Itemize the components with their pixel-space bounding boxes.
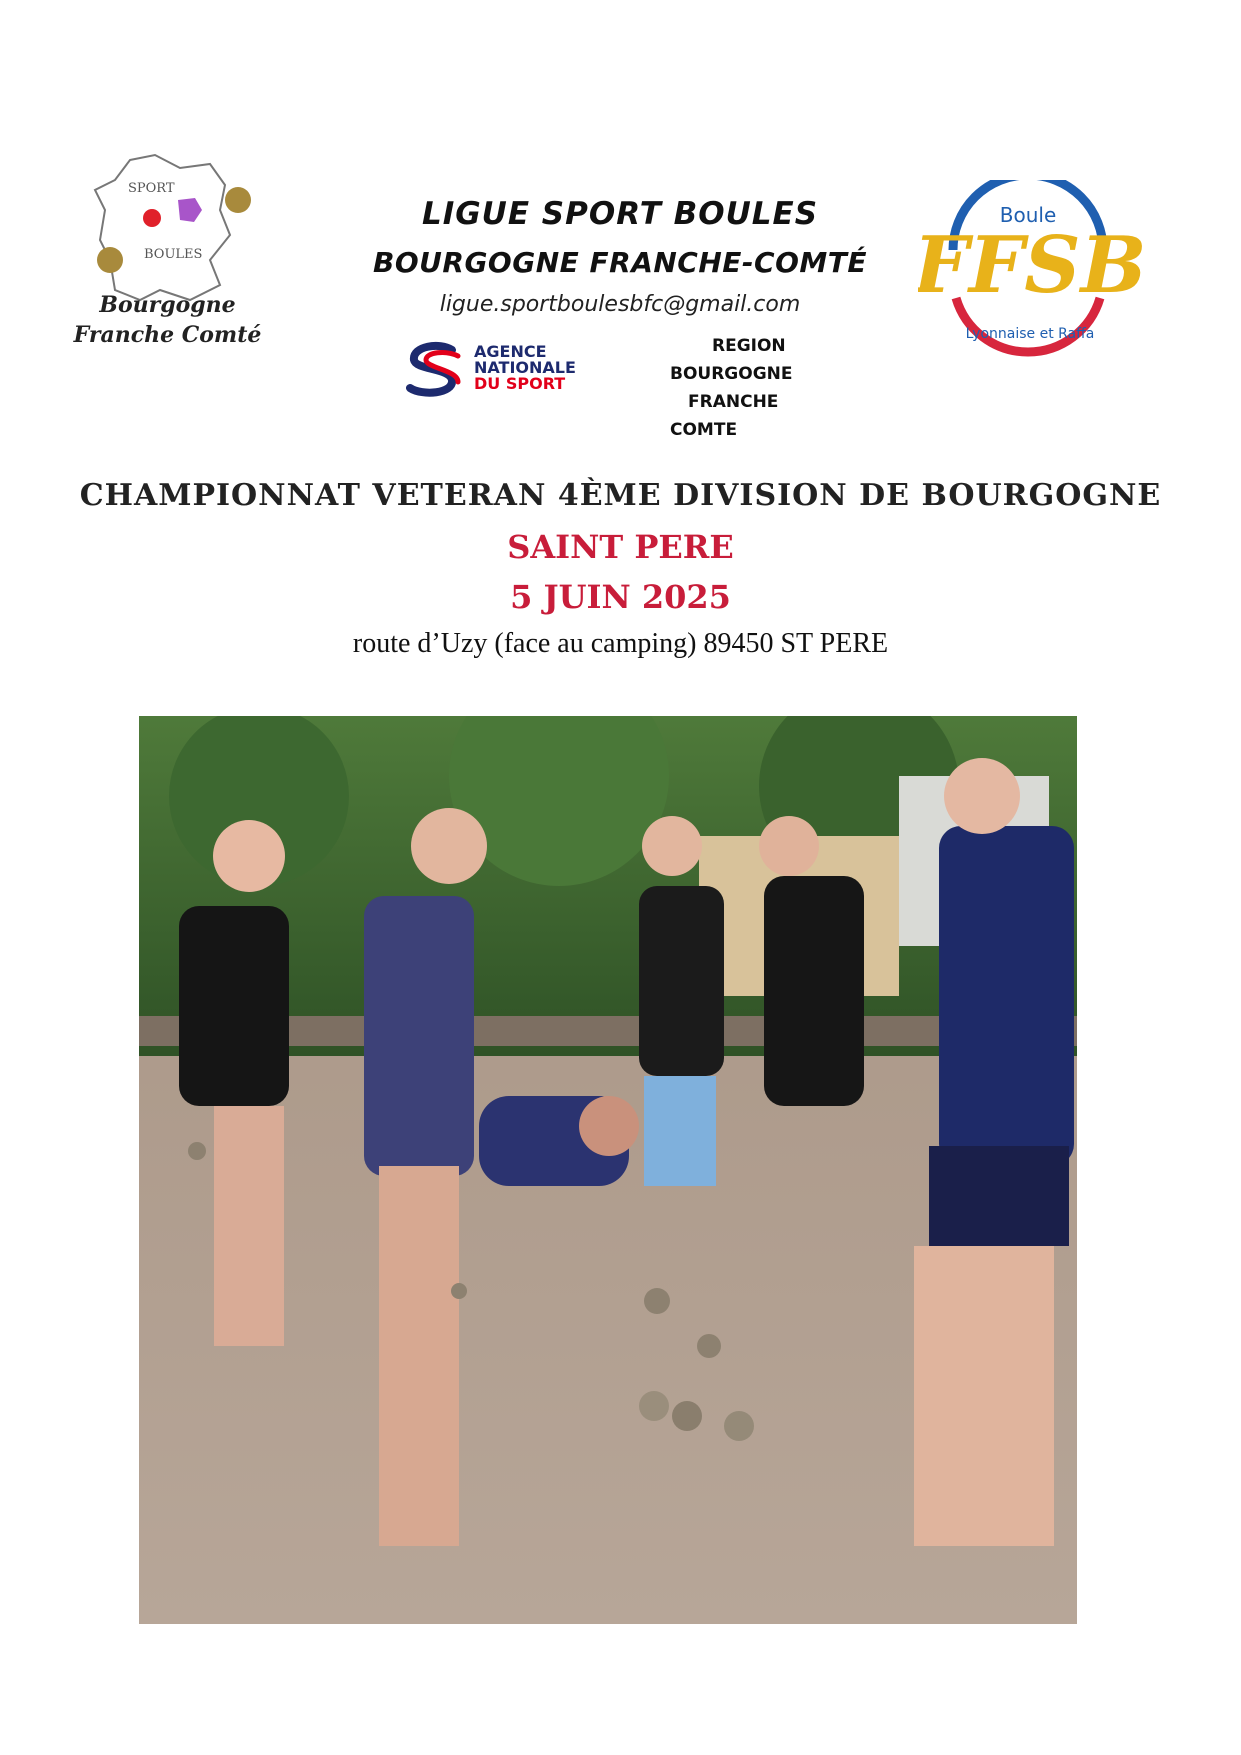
region-line1: REGION: [712, 336, 786, 356]
region-bfc-logo: [664, 336, 824, 446]
ans-line2: NATIONALE: [474, 358, 576, 377]
ffsb-logo: [918, 180, 1148, 370]
ligue-bfc-logo: [60, 150, 275, 365]
ffsb-letters: FFSB: [918, 220, 1147, 311]
region-line4: COMTE: [670, 420, 738, 440]
region-line3: FRANCHE: [688, 392, 779, 412]
ans-line1: AGENCE: [474, 342, 547, 361]
ffsb-top-word: Boule: [999, 203, 1057, 227]
event-photo: [139, 716, 1077, 1624]
map-word-sport: SPORT: [128, 181, 175, 196]
league-email: ligue.sportboulesbfc@gmail.com: [439, 292, 801, 317]
ans-s-icon: [400, 340, 470, 400]
agence-nationale-du-sport-logo: [400, 340, 620, 400]
event-title: CHAMPIONNAT VETERAN 4ÈME DIVISION DE BOURGOGNE: [79, 478, 1162, 513]
logo-left-line1: Bourgogne: [99, 292, 236, 318]
ans-line3: DU SPORT: [474, 374, 566, 393]
region-line2: BOURGOGNE: [670, 364, 793, 384]
map-word-boules: BOULES: [144, 247, 203, 262]
event-address: route d’Uzy (face au camping) 89450 ST PERE: [352, 628, 889, 659]
event-date: 5 JUIN 2025: [510, 578, 731, 616]
event-place: SAINT PERE: [507, 528, 734, 566]
france-map-icon: [60, 150, 275, 310]
league-title-line2: BOURGOGNE FRANCHE-COMTÉ: [373, 246, 867, 279]
ffsb-bottom-text: Lyonnaise et Raffa: [965, 326, 1095, 342]
logo-left-line2: Franche Comté: [73, 322, 262, 348]
league-title-line1: LIGUE SPORT BOULES: [421, 196, 819, 232]
